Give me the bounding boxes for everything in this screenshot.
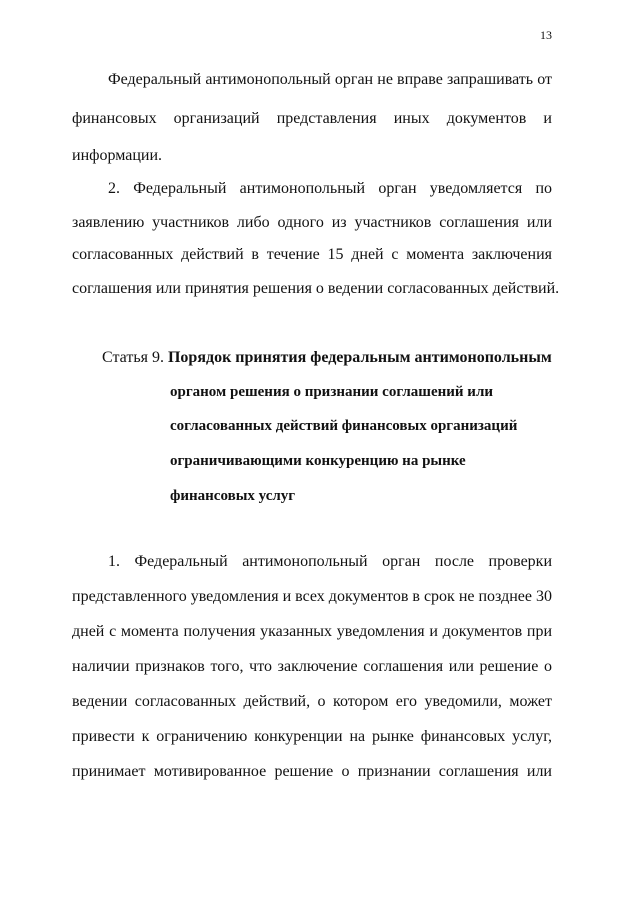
paragraph-2-line-4: соглашения или принятия решения о ведении согласованных действий. (72, 280, 560, 297)
paragraph-3-line-7: принимает мотивированное решение о признании соглашения или (72, 763, 552, 780)
paragraph-3-line-1: 1. Федеральный антимонопольный орган после проверки (108, 553, 552, 570)
article-title-line-1: Порядок принятия федеральным антимонопольным (167, 349, 552, 366)
paragraph-2-line-1: 2. Федеральный антимонопольный орган уведомляется по (108, 180, 552, 197)
paragraph-3-line-6: привести к ограничению конкуренции на рынке финансовых услуг, (72, 728, 552, 745)
paragraph-3-line-3: дней с момента получения указанных уведомления и документов при (72, 623, 552, 640)
paragraph-1-line-3: информации. (72, 147, 163, 164)
article-title-line-2: органом решения о признании соглашений или (170, 384, 493, 400)
paragraph-3-line-2: представленного уведомления и всех документов в срок не позднее 30 (72, 588, 552, 605)
article-title-line-5: финансовых услуг (170, 488, 296, 504)
paragraph-1-line-1: Федеральный антимонопольный орган не вправе запрашивать от (108, 71, 552, 88)
article-label: Статья 9. (102, 349, 164, 366)
paragraph-2-line-2: заявлению участников либо одного из участников соглашения или (72, 214, 552, 231)
paragraph-2-line-3: согласованных действий в течение 15 дней с момента заключения (72, 246, 552, 263)
article-title-line-4: ограничивающими конкуренцию на рынке (170, 453, 466, 469)
paragraph-3-line-5: ведении согласованных действий, о котором его уведомили, может (72, 693, 552, 710)
paragraph-3-line-4: наличии признаков того, что заключение соглашения или решение о (72, 658, 552, 675)
page-number: 13 (540, 28, 552, 42)
paragraph-1-line-2: финансовых организаций представления иных документов и (72, 110, 552, 127)
article-title-line-3: согласованных действий финансовых организаций (170, 418, 518, 434)
article-heading (102, 348, 552, 368)
